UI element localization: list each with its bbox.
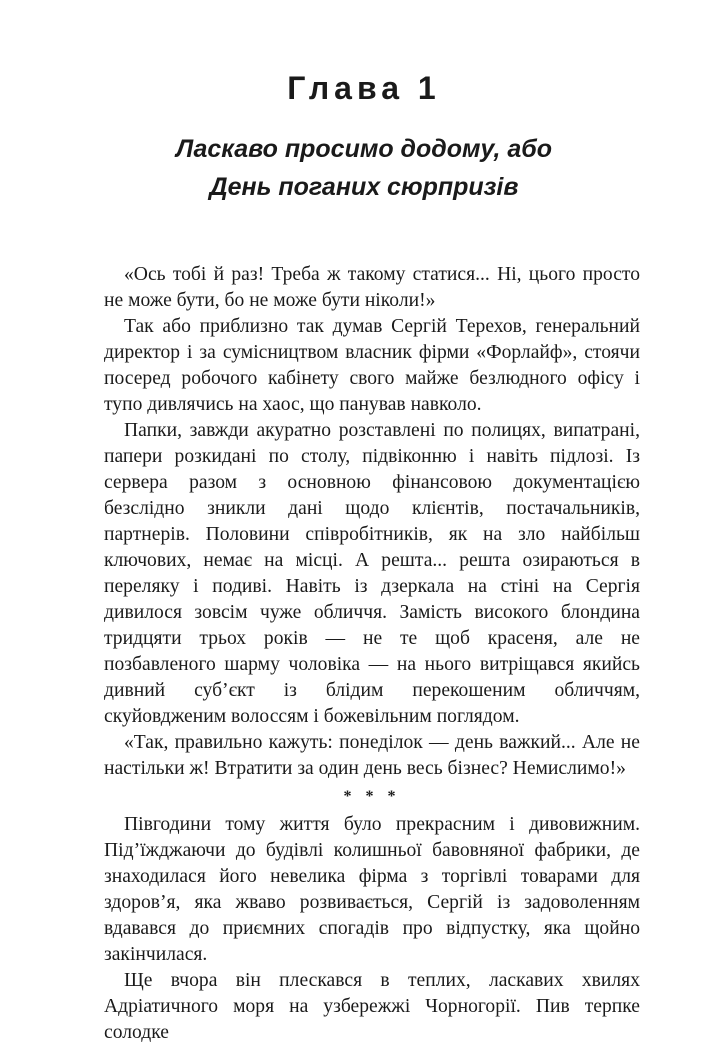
paragraph: «Ось тобі й раз! Треба ж такому статися... Ні, цього просто не може бути, бо не може бути ніколи!» [104, 264, 640, 311]
chapter-subtitle-line-1: Ласкаво просимо додому, або [175, 135, 552, 163]
paragraph: Ще вчора він плескався в теплих, ласкавих хвилях Адріатичного моря на узбережжі Чорногорії. Пив терпке солодке [104, 970, 640, 1043]
chapter-subtitle-line-2: День поганих сюрпризів [209, 173, 519, 201]
chapter-title: Глава 1 [287, 70, 441, 106]
paragraph: «Так, правильно кажуть: понеділок — день важкий... Але не настільки ж! Втратити за один день весь бізнес? Немислимо!» [104, 732, 640, 779]
body-text [104, 262, 640, 1046]
chapter-subtitle [0, 130, 728, 206]
paragraph: Папки, завжди акуратно розставлені по полицях, випатрані, папери розкидані по столу, підвіконню і навіть підлозі. Із сервера разом з основною фінансовою документацією безслідно зникли дані щодо клієнтів, постачальників, партнерів. Половини співробітників, як на зло найбільш ключових, немає на місці. А решта... решта озираються в переляку і подиві. Навіть із дзеркала на стіні на Сергія дивилося зовсім чуже обличчя. Замість високого блондина тридцяти трьох років — не те щоб красеня, але не позбавленого шарму чоловіка — на нього витріщався якийсь дивний суб’єкт із блідим перекошеним обличчям, скуйовдженим волоссям і божевільним поглядом. [104, 420, 640, 727]
scene-separator: * * * [343, 788, 401, 805]
paragraph: Півгодини тому життя було прекрасним і дивовижним. Під’їжджаючи до будівлі колишньої бавовняної фабрики, де знаходилася його невелика фірма з торгівлі товарами для здоров’я, яка жваво розвивається, Сергій із задоволенням вдавався до приємних спогадів про відпустку, яка щойно закінчилася. [104, 814, 640, 965]
paragraph: Так або приблизно так думав Сергій Терехов, генеральний директор і за сумісництвом власник фірми «Форлайф», стоячи посеред робочого кабінету свого майже безлюдного офісу і тупо дивлячись на хаос, що панував навколо. [104, 316, 640, 415]
